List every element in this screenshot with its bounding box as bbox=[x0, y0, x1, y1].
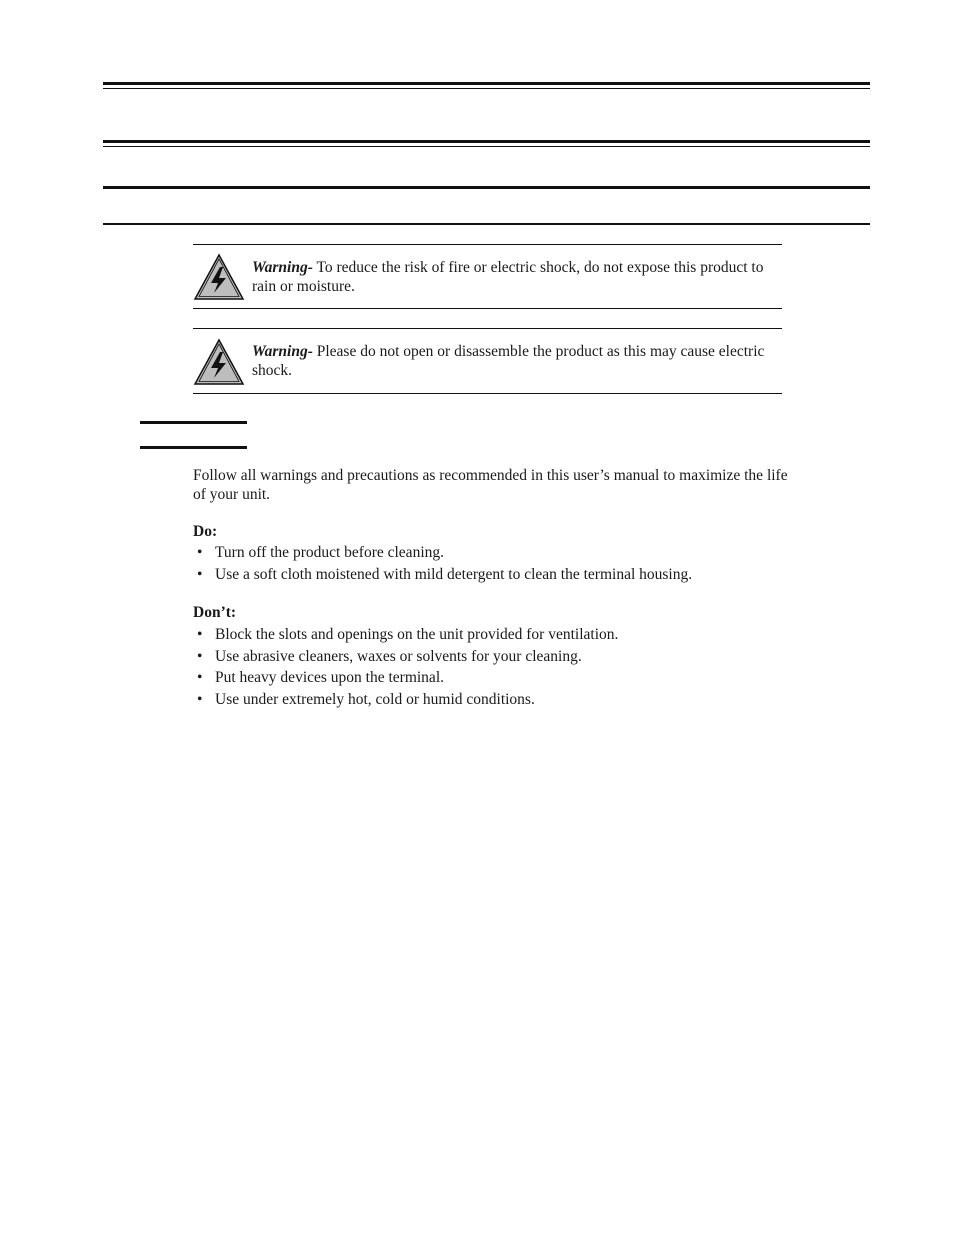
subsection-rule-top bbox=[140, 421, 247, 424]
header-rule-thick-1 bbox=[103, 82, 870, 85]
list-item: • Use abrasive cleaners, waxes or solvents for your cleaning. bbox=[193, 646, 618, 668]
section-rule-top bbox=[103, 186, 870, 189]
warning-label: Warning- bbox=[252, 259, 313, 276]
warning-text-1 bbox=[252, 258, 782, 296]
subsection-rule-bottom bbox=[140, 446, 247, 449]
header-rule-thick-2 bbox=[103, 140, 870, 143]
electric-shock-warning-icon bbox=[193, 338, 245, 386]
dont-list bbox=[193, 624, 618, 711]
warning-box-2 bbox=[193, 328, 782, 394]
list-item: • Put heavy devices upon the terminal. bbox=[193, 667, 618, 689]
electric-shock-warning-icon bbox=[193, 253, 245, 301]
list-item: • Block the slots and openings on the unit provided for ventilation. bbox=[193, 624, 618, 646]
list-item: • Use a soft cloth moistened with mild detergent to clean the terminal housing. bbox=[193, 564, 692, 586]
warning-text-2 bbox=[252, 342, 782, 380]
intro-paragraph: Follow all warnings and precautions as recommended in this user’s manual to maximize the life of your unit. bbox=[193, 467, 788, 503]
list-item: • Use under extremely hot, cold or humid conditions. bbox=[193, 689, 618, 711]
header-rule-thin-1 bbox=[103, 88, 870, 89]
dont-heading: Don’t: bbox=[193, 604, 237, 621]
list-item: • Turn off the product before cleaning. bbox=[193, 542, 692, 564]
warning-box-1 bbox=[193, 244, 782, 309]
header-rule-thin-2 bbox=[103, 146, 870, 147]
do-list bbox=[193, 542, 692, 585]
warning-message: Please do not open or disassemble the product as this may cause electric shock. bbox=[252, 343, 765, 379]
do-heading: Do: bbox=[193, 523, 218, 540]
section-rule-bottom bbox=[103, 223, 870, 225]
warning-message: To reduce the risk of fire or electric shock, do not expose this product to rain or moisture. bbox=[252, 259, 764, 295]
warning-label: Warning- bbox=[252, 343, 313, 360]
